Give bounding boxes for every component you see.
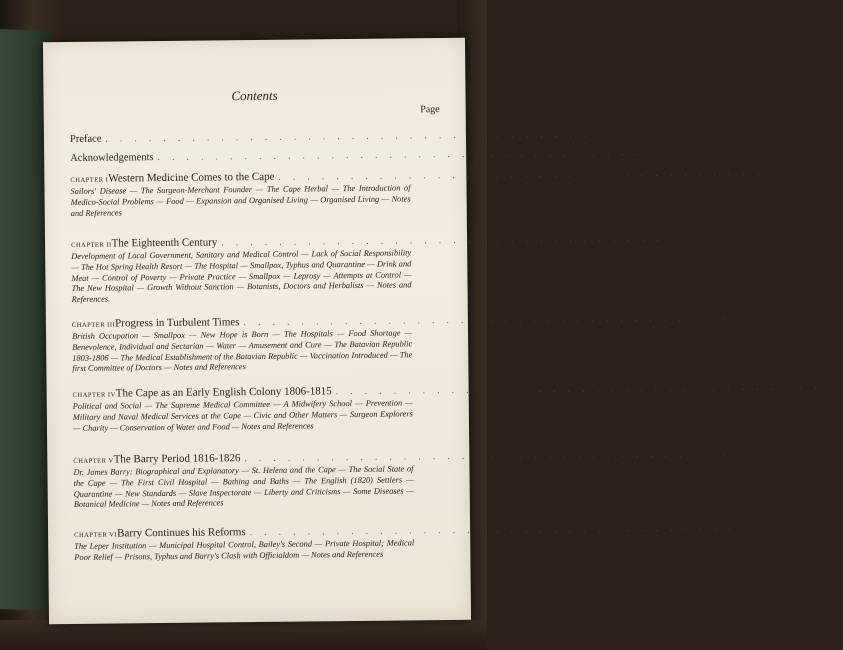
toc-entry-label: Acknowledgements bbox=[70, 152, 154, 164]
chapter-page: 79 bbox=[733, 311, 744, 324]
chapter-number: CHAPTER V bbox=[73, 457, 114, 465]
chapter-entry-2 bbox=[71, 232, 722, 306]
chapter-page: 172 bbox=[739, 521, 755, 533]
chapter-entry-6 bbox=[74, 521, 755, 563]
chapter-page: 33 bbox=[711, 232, 722, 244]
chapter-title: The Cape as an Early English Colony 1806-1815 bbox=[115, 385, 332, 400]
contents-title: Contents bbox=[231, 87, 278, 104]
chapter-number: CHAPTER IV bbox=[72, 391, 116, 399]
chapter-page: I bbox=[768, 166, 772, 178]
chapter-description: Sailors' Disease — The Surgeon-Merchant Founder — The Cape Herbal — The Introduction of Medico-Social Problems — Food — Expansion and Organised Living — Organised Living — Notes and References bbox=[70, 183, 411, 218]
chapter-description: Development of Local Government, Sanitary and Medical Control — Lack of Social Responsibility — The Hot Spring Health Resort — The Hospital — Smallpox, Typhus and Quarantine — Drink and Meat — Control of Poverty — Private Practice — Smallpox — Leprosy — Attempts at Control — The New Hospital — Growth Without Sanction — Botanists, Doctors and Herbalists — Notes and References. bbox=[71, 248, 412, 305]
chapter-title: Barry Continues his Reforms bbox=[117, 526, 246, 540]
page-column-label: Page bbox=[420, 104, 440, 116]
book-page bbox=[43, 38, 841, 624]
leader-dots: . . . . . . . . . . . . . . . . . . . . . . . . . . . . . . . . . . bbox=[105, 128, 592, 144]
chapter-description: British Occupation — Smallpox — New Hope is Born — The Hospitals — Food Shortage — Benevolence, Individual and Sectarian — Water — Amusement and Cure — The Batavian Republic 1803-1806 — The Medical Establishment of the Batavian Republic — Vaccination Introduced — The first Committee of Doctors — Notes and References bbox=[71, 328, 413, 374]
chapter-entry-5 bbox=[73, 447, 750, 511]
leader-dots: . . . . . . . . . . . . . . . . . . . . . . . . . . . . . . . . . . bbox=[243, 312, 730, 328]
chapter-description: Dr. James Barry: Biographical and Explanatory — St. Helena and the Cape — The Social State of the Cape — The First Civil Hospital — Bathing and Baths — The English (1820) Settlers — Quarantine — New Standards — Slave Inspectorate — Liberty and Criticisms — Some Diseases — Botanical Medicine — Notes and References bbox=[73, 464, 414, 510]
toc-line-preface bbox=[69, 128, 599, 145]
chapter-number: CHAPTER II bbox=[71, 241, 112, 249]
chapter-number: CHAPTER I bbox=[70, 176, 109, 184]
chapter-entry-1 bbox=[70, 166, 772, 219]
chapter-page: 132 bbox=[734, 447, 750, 460]
toc-entry-page: xii bbox=[647, 146, 658, 158]
chapter-title: Western Medicine Comes to the Cape bbox=[108, 170, 275, 185]
chapter-entry-3 bbox=[71, 311, 744, 375]
leader-dots: . . . . . . . . . . . . . . . . . . . . . . . . . . . . . . . . . . bbox=[157, 146, 644, 163]
leader-dots: . . . . . . . . . . . . . . . . . . . . . . . . . . . . . . . . . . bbox=[249, 522, 736, 538]
chapter-title: The Eighteenth Century bbox=[111, 236, 218, 250]
chapter-number: CHAPTER III bbox=[71, 321, 116, 329]
toc-line-acknowledgements bbox=[70, 146, 658, 164]
background-bottom bbox=[0, 620, 487, 650]
leader-dots: . . . . . . . . . . . . . . . . . . . . . . . . . . . . . . . . . . bbox=[244, 448, 731, 464]
chapter-title: The Barry Period 1816-1826 bbox=[113, 452, 241, 466]
leader-dots: . . . . . . . . . . . . . . . . . . . . . . . . . . . . . . . . . . bbox=[221, 232, 708, 248]
chapter-number: CHAPTER VI bbox=[74, 531, 118, 539]
leader-dots: . . . . . . . . . . . . . . . . . . . . . . . . . . . . . . . . . . bbox=[335, 381, 822, 397]
chapter-description: Political and Social — The Supreme Medical Committee — A Midwifery School — Prevention — Military and Naval Medical Services at the Cape — Civic and Other Matters — Surgeon Explorers — Charity — Conservation of Water and Food — Notes and References bbox=[72, 398, 413, 433]
toc-entry-page: I bbox=[595, 128, 599, 140]
chapter-title: Progress in Turbulent Times bbox=[115, 316, 240, 330]
chapter-page: 103 bbox=[825, 380, 841, 393]
chapter-entry-4 bbox=[72, 380, 841, 434]
chapter-description: The Leper Institution — Municipal Hospital Control, Bailey's Second — Private Hospital; Medical Poor Relief — Prisons, Typhus and Barry's Clash with Officialdom — Notes and References bbox=[74, 538, 415, 562]
toc-entry-label: Preface bbox=[69, 133, 102, 145]
leader-dots: . . . . . . . . . . . . . . . . . . . . . . . . . . . . . . . . . . bbox=[278, 166, 765, 182]
